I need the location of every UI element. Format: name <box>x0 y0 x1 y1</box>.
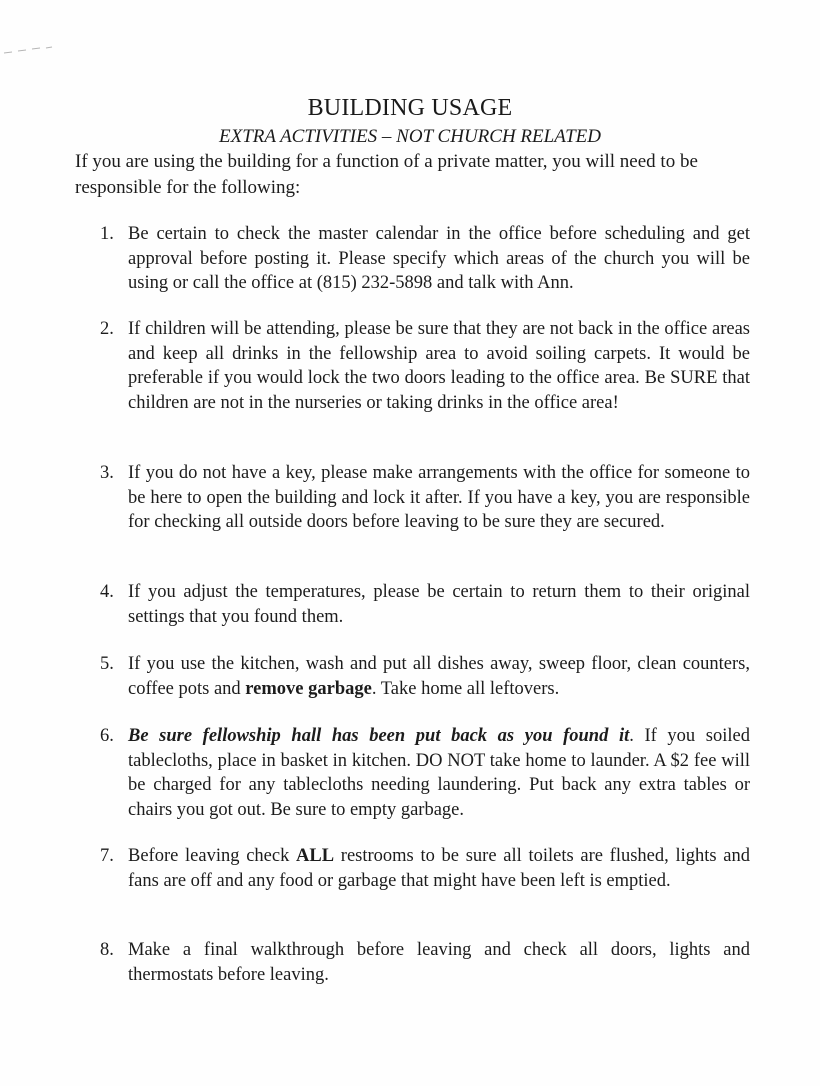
item-text-end: . If you soiled tablecloths, place in basket in kitchen. DO NOT take home to launder. A $2 fee will be charged for any tablecloths needing laundering. Put back any extra tables or chairs you got out. Be sure to empty garbage. <box>128 726 750 820</box>
item-text <box>128 844 750 893</box>
item-number: 7. <box>100 846 114 866</box>
item-text-end: restrooms to be sure all toilets are flushed, lights and fans are off and any food or garbage that might have been left is emptied. <box>128 846 750 891</box>
scan-mark <box>2 46 58 56</box>
item-text-bold: ALL <box>296 846 335 866</box>
item-number: 3. <box>100 463 114 483</box>
item-text-end: . Take home all leftovers. <box>371 678 560 699</box>
item-text: If you adjust the temperatures, please be certain to return them to their original settings that you found them. <box>128 582 750 627</box>
list-item <box>100 724 750 822</box>
item-text: If children will be attending, please be sure that they are not back in the office areas and keep all drinks in the fellowship area to avoid soiling carpets. It would be preferable if you would lock the two doors leading to the office area. Be SURE that children are not in the nurseries or taking drinks in the office area! <box>128 319 750 413</box>
item-number: 1. <box>100 224 114 244</box>
item-text <box>128 652 750 701</box>
document-subtitle: EXTRA ACTIVITIES – NOT CHURCH RELATED <box>219 126 601 147</box>
item-number: 6. <box>100 726 114 746</box>
item-number: 4. <box>100 582 114 602</box>
item-text: If you do not have a key, please make arrangements with the office for someone to be here to open the building and lock it after. If you have a key, you are responsible for checking all outside doors before leaving to be sure they are secured. <box>128 463 750 532</box>
item-number: 5. <box>100 654 114 674</box>
list-item <box>100 461 750 535</box>
item-text: Make a final walkthrough before leaving and check all doors, lights and thermostats before leaving. <box>128 940 750 985</box>
list-item <box>100 222 750 296</box>
document-title: BUILDING USAGE <box>307 95 513 121</box>
item-text-start: Before leaving check <box>128 846 297 866</box>
item-text <box>128 724 750 822</box>
list-item <box>100 580 750 629</box>
item-text-bold: remove garbage <box>245 678 372 699</box>
intro-paragraph: If you are using the building for a function of a private matter, you will need to be responsible for the following: <box>75 151 698 198</box>
list-item <box>100 938 750 987</box>
item-text-start: If you use the kitchen, wash and put all dishes away, sweep floor, clean counters, coffee pots and <box>128 654 750 699</box>
list-item <box>100 844 750 893</box>
item-number: 8. <box>100 940 114 960</box>
item-number: 2. <box>100 319 114 339</box>
item-text-bold-italic: Be sure fellowship hall has been put back as you found it <box>128 726 630 746</box>
list-item <box>100 652 750 701</box>
item-text: Be certain to check the master calendar in the office before scheduling and get approval before posting it. Please specify which areas of the church you will be using or call the office at (815) 232-5898 and talk with Ann. <box>128 224 750 293</box>
list-item <box>100 317 750 415</box>
